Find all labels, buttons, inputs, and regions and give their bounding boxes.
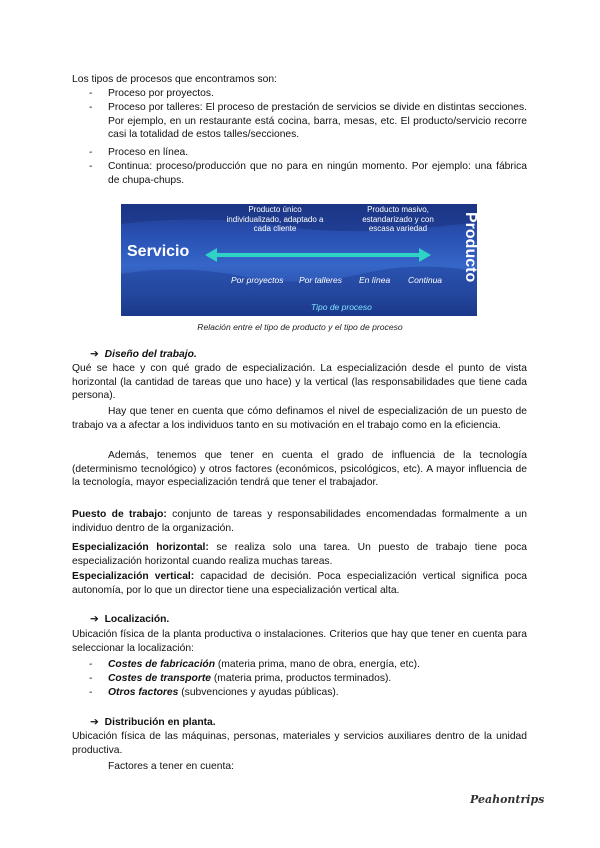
definition-term: Especialización horizontal: bbox=[72, 542, 209, 553]
list-item-text bbox=[108, 686, 527, 700]
list-item-text: Proceso en línea. bbox=[108, 147, 189, 158]
definition-paragraph bbox=[72, 508, 527, 535]
process-type-banner bbox=[121, 204, 477, 316]
arrow-icon: ➔ bbox=[90, 614, 99, 625]
banner-top-left-note: Producto único individualizado, adaptado a cada cliente bbox=[226, 205, 324, 233]
list-item-detail: (materia prima, productos terminados). bbox=[211, 673, 392, 684]
banner-axis-label: Tipo de proceso bbox=[311, 302, 372, 312]
banner-stage-continua: Continua bbox=[408, 275, 443, 285]
list-dash: - bbox=[89, 687, 93, 698]
distribucion-paragraph: Factores a tener en cuenta: bbox=[108, 761, 234, 772]
banner-stage-talleres: Por talleres bbox=[299, 275, 342, 285]
heading-text: Distribución en planta. bbox=[104, 717, 216, 728]
definition-text: conjunto de tareas y responsabilidades encomendadas formalmente a un individuo dentro de la organización. bbox=[72, 509, 527, 534]
definition-term: Puesto de trabajo: bbox=[72, 509, 167, 520]
banner-arrow-right-head bbox=[419, 248, 431, 262]
banner-stage-proyectos: Por proyectos bbox=[231, 275, 284, 285]
definition-term: Especialización vertical: bbox=[72, 571, 195, 582]
list-item-term: Costes de transporte bbox=[108, 673, 211, 684]
list-item-text: Proceso por talleres: El proceso de prestación de servicios se divide en distintas secciones. Por ejemplo, en un restaurante está cocina, barra, mesas, etc. El producto/servicio recorre casi la totalidad de estos talles/secciones. bbox=[108, 102, 527, 141]
section-heading-diseno bbox=[90, 348, 197, 362]
arrow-icon: ➔ bbox=[90, 349, 99, 360]
diseno-paragraph: Además, tenemos que tener en cuenta el grado de influencia de la tecnología (determinismo tecnológico) y otros factores (económicos, psicológicos, etc). A mayor influencia de la tecnología, mayor especialización tendrá que tener el trabajador. bbox=[72, 450, 527, 489]
banner-servicio-label: Servicio bbox=[127, 243, 190, 260]
list-dash: - bbox=[89, 673, 93, 684]
arrow-icon: ➔ bbox=[90, 717, 99, 728]
banner-arrow-left-head bbox=[205, 248, 217, 262]
list-item-text bbox=[108, 672, 527, 686]
list-dash: - bbox=[89, 161, 93, 172]
diseno-paragraph: Qué se hace y con qué grado de especialización. La especialización desde el punto de vista horizontal (la cantidad de tareas que uno hace) y la vertical (las responsabilidades que tiene cada persona). bbox=[72, 363, 527, 402]
definition-text: se realiza solo una tarea. Un puesto de trabajo tiene poca especialización horizontal cuando realiza muchas tareas. bbox=[72, 542, 527, 567]
banner-stage-linea: En línea bbox=[359, 275, 391, 285]
intro-text: Los tipos de procesos que encontramos son: bbox=[72, 74, 277, 85]
list-item-term: Otros factores bbox=[108, 687, 179, 698]
banner-top-right-note: Producto masivo, estandarizado y con escasa variedad bbox=[362, 205, 434, 233]
diseno-paragraph: Hay que tener en cuenta que cómo definamos el nivel de especialización de un puesto de trabajo va a afectar a los individuos tanto en su motivación en el trabajo como en la eficiencia. bbox=[72, 406, 527, 431]
list-dash: - bbox=[89, 102, 93, 113]
heading-text: Diseño del trabajo. bbox=[104, 349, 197, 360]
heading-text: Localización. bbox=[104, 614, 170, 625]
distribucion-paragraph: Ubicación física de las máquinas, personas, materiales y servicios auxiliares dentro de la unidad productiva. bbox=[72, 731, 527, 756]
banner-producto-label: Producto bbox=[462, 212, 479, 283]
localizacion-paragraph: Ubicación física de la planta productiva o instalaciones. Criterios que hay que tener en cuenta para seleccionar la localización: bbox=[72, 629, 527, 654]
list-item-term: Costes de fabricación bbox=[108, 659, 216, 670]
list-item-detail: (subvenciones y ayudas públicas). bbox=[178, 687, 339, 698]
list-item-text: Proceso por proyectos. bbox=[108, 88, 214, 99]
figure-caption: Relación entre el tipo de producto y el tipo de proceso bbox=[197, 322, 403, 332]
definition-paragraph bbox=[72, 570, 527, 597]
author-signature: Peahontrips bbox=[470, 793, 545, 806]
list-dash: - bbox=[89, 88, 93, 99]
list-item-text: Continua: proceso/producción que no para en ningún momento. Por ejemplo: una fábrica de chupa-chups. bbox=[108, 161, 527, 186]
section-heading-localizacion bbox=[90, 613, 169, 627]
list-dash: - bbox=[89, 147, 93, 158]
definition-text: capacidad de decisión. Poca especialización vertical significa poca autonomía, por lo que un director tiene una especialización vertical alta. bbox=[72, 571, 527, 596]
list-item-detail: (materia prima, mano de obra, energía, etc). bbox=[215, 659, 420, 670]
list-item-text bbox=[108, 658, 527, 672]
section-heading-distribucion bbox=[90, 716, 216, 730]
list-dash: - bbox=[89, 659, 93, 670]
definition-paragraph bbox=[72, 541, 527, 568]
